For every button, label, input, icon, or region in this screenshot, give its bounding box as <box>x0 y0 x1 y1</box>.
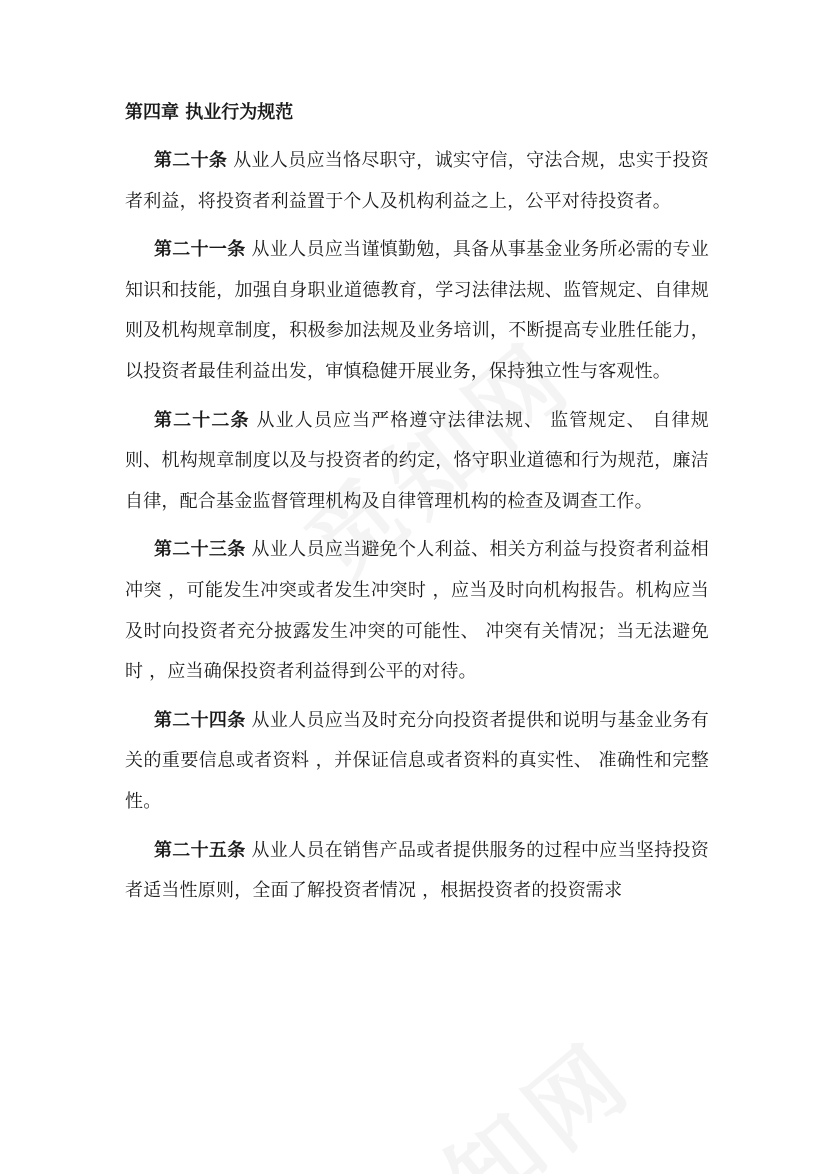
article-number: 第二十条 <box>154 150 228 171</box>
chapter-title: 第四章 执业行为规范 <box>125 102 294 123</box>
article-text: 从业人员应当避免个人利益、相关方利益与投资者利益相冲突 ，可能发生冲突或者发生冲突时 ，应当及时向机构报告。机构应当及时向投资者充分披露发生冲突的可能性、 冲突有关情况；当无法避免时 ，应当确保投资者利益得到公平的对待。 <box>125 539 710 683</box>
article-text: 从业人员应当谨慎勤勉，具备从事基金业务所必需的专业知识和技能，加强自身职业道德教育，学习法律法规、监管规定、自律规则及机构规章制度，积极参加法规及业务培训，不断提高专业胜任能力，以投资者最佳利益出发，审慎稳健开展业务，保持独立性与客观性。 <box>125 239 710 382</box>
article-text: 从业人员应当及时充分向投资者提供和说明与基金业务有关的重要信息或者资料 ，并保证信息或者资料的真实性、 准确性和完整性。 <box>125 709 710 812</box>
watermark <box>334 1005 658 1174</box>
article-20 <box>125 141 709 222</box>
article-24 <box>125 701 709 823</box>
article-23 <box>125 530 709 692</box>
article-text: 从业人员应当恪尽职守，诚实守信，守法合规，忠实于投资者利益，将投资者利益置于个人及机构利益之上，公平对待投资者。 <box>125 150 709 212</box>
article-number: 第二十五条 <box>154 839 246 861</box>
article-21 <box>125 230 709 392</box>
article-number: 第二十四条 <box>154 709 246 731</box>
article-number: 第二十一条 <box>154 239 246 261</box>
article-number: 第二十二条 <box>154 409 250 431</box>
article-text: 从业人员在销售产品或者提供服务的过程中应当坚持投资者适当性原则，全面了解投资者情况 ，根据投资者的投资需求 <box>125 839 710 902</box>
article-22 <box>125 401 709 523</box>
document-body <box>125 98 709 920</box>
article-text: 从业人员应当严格遵守法律法规、 监管规定、 自律规则、机构规章制度以及与投资者的约定，恪守职业道德和行为规范，廉洁自律，配合基金监督管理机构及自律管理机构的检查及调查工作。 <box>125 409 709 512</box>
article-25 <box>125 831 709 912</box>
article-number: 第二十三条 <box>154 539 246 561</box>
